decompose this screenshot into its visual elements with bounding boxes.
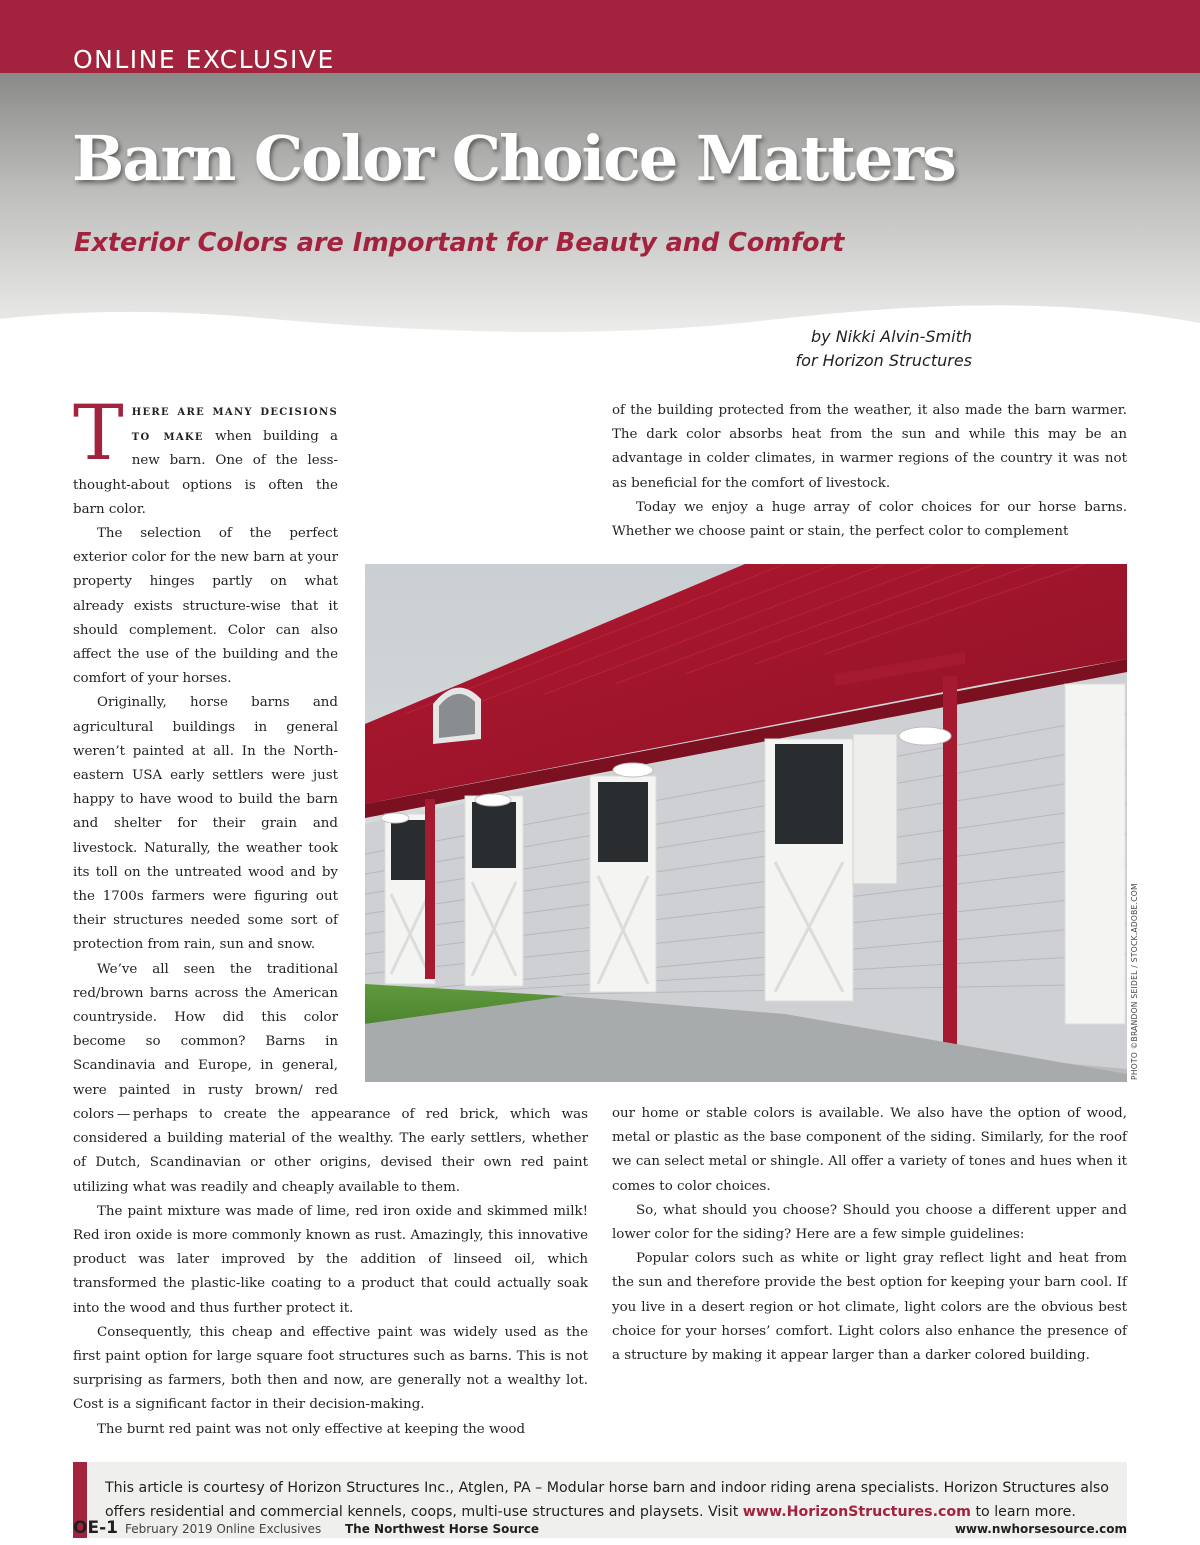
paragraph: The paint mixture was made of lime, red iron oxide and skimmed milk! Red iron oxide is more commonly known as rust. Amazingly, this innovative product was later improved by the addition of linseed oil, which transformed the plastic-like coating to a product that could actually soak into the wood and thus further protect it.	[73, 1203, 588, 1316]
note-text-before: This article is courtesy of Horizon Structures Inc., Atglen, PA – Modular horse barn and indoor riding arena specialists. Horizon Structures also offers residential and commercial kennels, coops, multi-use structures and playsets. Visit	[105, 1480, 1109, 1520]
byline-for: for Horizon Structures	[795, 351, 972, 370]
article-subtitle: Exterior Colors are Important for Beauty and Comfort	[74, 228, 845, 258]
drop-cap: T	[73, 388, 124, 477]
photo-credit: PHOTO ©BRANDON SEIDEL / STOCK.ADOBE.COM	[1130, 883, 1139, 1080]
note-text-after: to learn more.	[970, 1504, 1076, 1520]
publication-name: The Northwest Horse Source	[345, 1522, 540, 1536]
page-number: OE-1	[73, 1518, 118, 1538]
article-column-2-bottom	[612, 1102, 1127, 1368]
paragraph: Popular colors such as white or light gray reflect light and heat from the sun and therefore provide the best option for keeping your barn cool. If you live in a desert region or hot climate, light colors are the obvious best choice for your horses’ comfort. Light colors also enhance the presence of a structure by making it appear larger than a darker colored building.	[612, 1251, 1127, 1364]
paragraph: The selection of the perfect exterior color for the new barn at your property hinges partly on what already exists structure-wise that it should complement. Color can also affect the use of the building and the comfort of your horses.	[73, 526, 338, 687]
section-kicker: ONLINE EXCLUSIVE	[73, 45, 335, 74]
page-footer	[73, 1518, 1127, 1540]
barn-photo	[365, 564, 1127, 1082]
issue-label: February 2019 Online Exclusives	[125, 1522, 322, 1536]
paragraph: Originally, horse barns and agricultural buildings in general weren’t painted at all. In the Northeastern USA early settlers were just happy to have wood to build the barn and shelter for their grain and livestock. Naturally, the weather took its toll on the untreated wood and by the 1700s farmers were figuring out their structures needed some sort of protection from rain, sun and snow.	[73, 695, 338, 953]
paragraph: Consequently, this cheap and effective paint was widely used as the first paint option for large square foot structures such as barns. This is not surprising as farmers, both then and now, are generally not a wealthy lot. Cost is a significant factor in their decision-making.	[73, 1324, 588, 1413]
header-background	[0, 73, 1200, 353]
paragraph: Today we enjoy a huge array of color choices for our horse barns. Whether we choose paint or stain, the perfect color to complement	[612, 499, 1127, 540]
paragraph: our home or stable colors is available. We also have the option of wood, metal or plastic as the base component of the siding. Similarly, for the roof we can select metal or shingle. All offer a variety of tones and hues when it comes to color choices.	[612, 1106, 1127, 1194]
article-title: Barn Color Choice Matters	[72, 122, 955, 195]
article-column-2-top	[612, 399, 1127, 544]
byline	[796, 325, 972, 373]
paragraph: The burnt red paint was not only effective at keeping the wood	[97, 1421, 526, 1437]
horizon-structures-link[interactable]: www.HorizonStructures.com	[742, 1504, 971, 1520]
website-link[interactable]: www.nwhorsesource.com	[954, 1522, 1127, 1536]
lead-paragraph	[73, 388, 588, 522]
paragraph: So, what should you choose? Should you choose a different upper and lower color for the siding? Here are a few simple guidelines:	[612, 1202, 1127, 1243]
paragraph: of the building protected from the weather, it also made the barn warmer. The dark color absorbs heat from the sun and while this may be an advantage in colder climates, in warmer regions of the country it was not as beneficial for the comfort of livestock.	[612, 403, 1127, 491]
paragraph: We’ve all seen the traditional red/brown barns across the American countryside. How did this color become so common? Barns in Scandinavia and Europe, in general, were painted in rusty brown/ red colors — perhaps to create the appearance of red brick, which was considered a building material of the wealthy. The early settlers, whether of Dutch, Scandinavian or other origins, devised their own red paint utilizing what was readily and cheaply available to them.	[73, 961, 588, 1195]
note-text	[105, 1476, 1115, 1524]
byline-author: by Nikki Alvin-Smith	[810, 327, 972, 346]
lead-rest: when building a new barn. One of the less-thought-about options is often the barn color.	[73, 429, 338, 517]
lead-smallcaps: here are many decisions to make	[131, 403, 338, 445]
